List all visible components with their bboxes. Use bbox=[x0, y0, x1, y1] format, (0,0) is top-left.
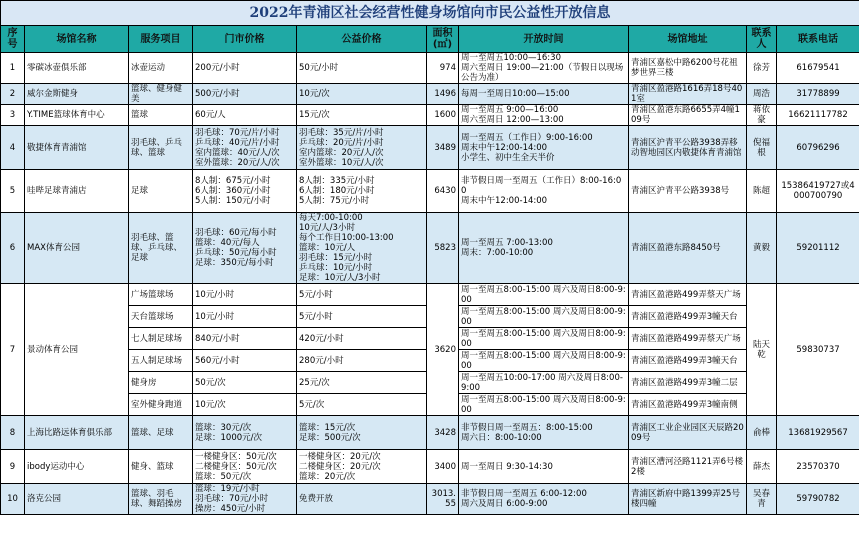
cell-contact: 俞棒 bbox=[747, 416, 777, 450]
cell-address: 青浦区新府中路1399弄25号楼四幢 bbox=[629, 484, 747, 515]
cell-no: 6 bbox=[1, 213, 25, 284]
cell-area: 974 bbox=[427, 53, 459, 84]
header-no: 序号 bbox=[1, 26, 25, 53]
cell-price: 8人制：675元/小时 6人制：360元/小时 5人制：150元/小时 bbox=[193, 170, 297, 213]
cell-phone: 13681929567 bbox=[777, 416, 859, 450]
header-address: 场馆地址 bbox=[629, 26, 747, 53]
cell-hours: 周一至周五 7:00-13:00 周末：7:00-10:00 bbox=[459, 213, 629, 284]
cell-service: 羽毛球、篮球、乒乓球、足球 bbox=[129, 213, 193, 284]
cell-area: 3428 bbox=[427, 416, 459, 450]
cell-phone: 59830737 bbox=[777, 284, 859, 416]
cell-venue: 上海比路远体育俱乐部 bbox=[25, 416, 129, 450]
cell-service: 足球 bbox=[129, 170, 193, 213]
cell-service: 五人制足球场 bbox=[129, 350, 193, 372]
cell-no: 9 bbox=[1, 450, 25, 484]
table-row bbox=[1, 484, 859, 515]
cell-service: 室外健身跑道 bbox=[129, 394, 193, 416]
cell-hours: 周一至周五8:00-15:00 周六及周日8:00-9:00 bbox=[459, 394, 629, 416]
cell-no: 5 bbox=[1, 170, 25, 213]
cell-venue: 洛克公园 bbox=[25, 484, 129, 515]
cell-service: 篮球 bbox=[129, 105, 193, 126]
cell-phone: 61679541 bbox=[777, 53, 859, 84]
cell-address: 青浦区盈港路499弄蔡天广场 bbox=[629, 328, 747, 350]
cell-contact: 薛杰 bbox=[747, 450, 777, 484]
table-row bbox=[1, 84, 859, 105]
table-row bbox=[1, 416, 859, 450]
cell-price: 篮球：19元/小时 羽毛球：70元/小时 操房：450元/小时 bbox=[193, 484, 297, 515]
cell-hours: 非节假日周一至周五 6:00-12:00 周六及周日 6:00-9:00 bbox=[459, 484, 629, 515]
cell-address: 青浦区盈港路1616弄18号401室 bbox=[629, 84, 747, 105]
cell-contact: 陆天乾 bbox=[747, 284, 777, 416]
cell-area: 3489 bbox=[427, 126, 459, 170]
cell-service: 天台篮球场 bbox=[129, 306, 193, 328]
cell-service: 篮球、足球 bbox=[129, 416, 193, 450]
cell-address: 青浦区盈港路499弄蔡天广场 bbox=[629, 284, 747, 306]
cell-hours: 每周一至周日10:00—15:00 bbox=[459, 84, 629, 105]
cell-price: 一楼健身区：50元/次 二楼健身区：50元/次 篮球：50元/次 bbox=[193, 450, 297, 484]
cell-area: 5823 bbox=[427, 213, 459, 284]
cell-hours: 周一至周日 9:30-14:30 bbox=[459, 450, 629, 484]
cell-address: 青浦区漕河泾路1121弄6号楼2楼 bbox=[629, 450, 747, 484]
table-row bbox=[1, 170, 859, 213]
cell-address: 青浦区盈港路499弄3幢二层 bbox=[629, 372, 747, 394]
cell-price: 60元/人 bbox=[193, 105, 297, 126]
cell-no: 10 bbox=[1, 484, 25, 515]
cell-service: 冰壶运动 bbox=[129, 53, 193, 84]
cell-contact: 徐芳 bbox=[747, 53, 777, 84]
cell-hours: 周一至周五8:00-15:00 周六及周日8:00-9:00 bbox=[459, 328, 629, 350]
cell-phone: 59790782 bbox=[777, 484, 859, 515]
cell-address: 青浦区盈港东路6655弄4幢109号 bbox=[629, 105, 747, 126]
cell-public-price: 280元/小时 bbox=[297, 350, 427, 372]
cell-venue: ibody运动中心 bbox=[25, 450, 129, 484]
header-phone: 联系电话 bbox=[777, 26, 859, 53]
cell-public-price: 5元/小时 bbox=[297, 306, 427, 328]
cell-public-price: 25元/次 bbox=[297, 372, 427, 394]
cell-public-price: 15元/次 bbox=[297, 105, 427, 126]
cell-no: 2 bbox=[1, 84, 25, 105]
page-title: 2022年青浦区社会经营性健身场馆向市民公益性开放信息 bbox=[1, 1, 859, 26]
cell-service: 羽毛球、乒乓球、篮球 bbox=[129, 126, 193, 170]
cell-hours: 周一至周五8:00-15:00 周六及周日8:00-9:00 bbox=[459, 284, 629, 306]
header-area: 面积(㎡) bbox=[427, 26, 459, 53]
header-service: 服务项目 bbox=[129, 26, 193, 53]
table-row bbox=[1, 105, 859, 126]
cell-hours: 周一至周五 9:00—16:00 周六至周日 12:00—13:00 bbox=[459, 105, 629, 126]
cell-public-price: 5元/小时 bbox=[297, 284, 427, 306]
cell-no: 3 bbox=[1, 105, 25, 126]
header-price: 门市价格 bbox=[193, 26, 297, 53]
cell-venue: 威尔金斯健身 bbox=[25, 84, 129, 105]
cell-venue: 景动体育公园 bbox=[25, 284, 129, 416]
header-contact: 联系人 bbox=[747, 26, 777, 53]
cell-price: 50元/次 bbox=[193, 372, 297, 394]
header-public-price: 公益价格 bbox=[297, 26, 427, 53]
cell-public-price: 8人制：335元/小时 6人制：180元/小时 5人制：75元/小时 bbox=[297, 170, 427, 213]
cell-area: 3620 bbox=[427, 284, 459, 416]
cell-price: 10元/次 bbox=[193, 394, 297, 416]
cell-no: 1 bbox=[1, 53, 25, 84]
cell-address: 青浦区沪青平公路3938号 bbox=[629, 170, 747, 213]
cell-phone: 15386419727或4000700790 bbox=[777, 170, 859, 213]
table-row bbox=[1, 213, 859, 284]
cell-area: 3400 bbox=[427, 450, 459, 484]
cell-venue: 零碳冰壶俱乐部 bbox=[25, 53, 129, 84]
cell-public-price: 每天7:00-10:00 10元/人/3小时 每个工作日10:00-13:00 篮球：10元/人 羽毛球：15元/小时 乒乓球：10元/小时 足球：10元/人/3小时 bbox=[297, 213, 427, 284]
cell-hours: 周一至周五8:00-15:00 周六及周日8:00-9:00 bbox=[459, 306, 629, 328]
cell-area: 1496 bbox=[427, 84, 459, 105]
cell-area: 6430 bbox=[427, 170, 459, 213]
cell-service: 篮球、健身健美 bbox=[129, 84, 193, 105]
header-hours: 开放时间 bbox=[459, 26, 629, 53]
header-venue: 场馆名称 bbox=[25, 26, 129, 53]
cell-no: 8 bbox=[1, 416, 25, 450]
cell-hours: 非节假日周一至周五：8:00-15:00 周六日：8:00-10:00 bbox=[459, 416, 629, 450]
table-row bbox=[1, 450, 859, 484]
cell-phone: 23570370 bbox=[777, 450, 859, 484]
cell-service: 篮球、羽毛球、舞蹈操房 bbox=[129, 484, 193, 515]
cell-address: 青浦区盈港路499弄3幢天台 bbox=[629, 350, 747, 372]
cell-price: 560元/小时 bbox=[193, 350, 297, 372]
cell-contact: 蒋依豪 bbox=[747, 105, 777, 126]
cell-hours: 周一至周五8:00-15:00 周六及周日8:00-9:00 bbox=[459, 350, 629, 372]
cell-phone: 60796296 bbox=[777, 126, 859, 170]
cell-venue: 敬捷体育青浦馆 bbox=[25, 126, 129, 170]
cell-price: 200元/小时 bbox=[193, 53, 297, 84]
cell-public-price: 5元/次 bbox=[297, 394, 427, 416]
table-row bbox=[1, 126, 859, 170]
cell-address: 青浦区盈港路499弄3幢天台 bbox=[629, 306, 747, 328]
cell-public-price: 一楼健身区：20元/次 二楼健身区：20元/次 篮球：20元/次 bbox=[297, 450, 427, 484]
cell-price: 羽毛球：60元/每小时 篮球：40元/每人 乒乓球：50元/每小时 足球：350元/每小时 bbox=[193, 213, 297, 284]
table-row bbox=[1, 284, 859, 306]
cell-area: 3013.55 bbox=[427, 484, 459, 515]
cell-hours: 周一至周五（工作日）9:00-16:00 周末中午12:00-14:00 小学生、初中生全天半价 bbox=[459, 126, 629, 170]
cell-contact: 周浩 bbox=[747, 84, 777, 105]
cell-public-price: 420元/小时 bbox=[297, 328, 427, 350]
cell-address: 青浦区盈港路499弄3幢南侧 bbox=[629, 394, 747, 416]
cell-service: 健身房 bbox=[129, 372, 193, 394]
cell-phone: 59201112 bbox=[777, 213, 859, 284]
cell-price: 10元/小时 bbox=[193, 306, 297, 328]
table-row bbox=[1, 53, 859, 84]
cell-address: 青浦区嘉松中路6200号花祖梦世界三楼 bbox=[629, 53, 747, 84]
cell-area: 1600 bbox=[427, 105, 459, 126]
cell-phone: 31778899 bbox=[777, 84, 859, 105]
cell-hours: 周一至周五10:00-17:00 周六及周日8:00-9:00 bbox=[459, 372, 629, 394]
cell-venue: MAX体育公园 bbox=[25, 213, 129, 284]
cell-no: 4 bbox=[1, 126, 25, 170]
cell-phone: 16621117782 bbox=[777, 105, 859, 126]
cell-contact: 黄毅 bbox=[747, 213, 777, 284]
cell-public-price: 羽毛球：35元/片/小时 乒乓球：20元/片/小时 室内篮球：20元/人/次 室外篮球：10元/人/次 bbox=[297, 126, 427, 170]
cell-contact: 吴春青 bbox=[747, 484, 777, 515]
cell-public-price: 10元/次 bbox=[297, 84, 427, 105]
cell-venue: Y.TIME篮球体育中心 bbox=[25, 105, 129, 126]
cell-venue: 哇哔足球青浦店 bbox=[25, 170, 129, 213]
cell-service: 七人制足球场 bbox=[129, 328, 193, 350]
cell-no: 7 bbox=[1, 284, 25, 416]
cell-hours: 非节假日周一至周五（工作日）8:00-16:00 周末中午12:00-14:00 bbox=[459, 170, 629, 213]
cell-price: 840元/小时 bbox=[193, 328, 297, 350]
cell-address: 青浦区沪青平公路3938弄移动智地园区内敬捷体育青浦馆 bbox=[629, 126, 747, 170]
cell-price: 10元/小时 bbox=[193, 284, 297, 306]
cell-service: 广场篮球场 bbox=[129, 284, 193, 306]
cell-public-price: 免费开放 bbox=[297, 484, 427, 515]
cell-address: 青浦区盈港东路8450号 bbox=[629, 213, 747, 284]
cell-contact: 陈超 bbox=[747, 170, 777, 213]
cell-price: 500元/小时 bbox=[193, 84, 297, 105]
cell-price: 羽毛球：70元/片/小时 乒乓球：40元/片/小时 室内篮球：40元/人/次 室外篮球：20元/人/次 bbox=[193, 126, 297, 170]
cell-contact: 倪福根 bbox=[747, 126, 777, 170]
cell-price: 篮球：30元/次 足球：1000元/次 bbox=[193, 416, 297, 450]
cell-hours: 周一至周五10:00—16:30 周六至周日 19:00—21:00（节假日以现场公告为准） bbox=[459, 53, 629, 84]
cell-service: 健身、篮球 bbox=[129, 450, 193, 484]
cell-public-price: 50元/小时 bbox=[297, 53, 427, 84]
cell-public-price: 篮球：15元/次 足球：500元/次 bbox=[297, 416, 427, 450]
cell-address: 青浦区工业企业园区天辰路2009号 bbox=[629, 416, 747, 450]
